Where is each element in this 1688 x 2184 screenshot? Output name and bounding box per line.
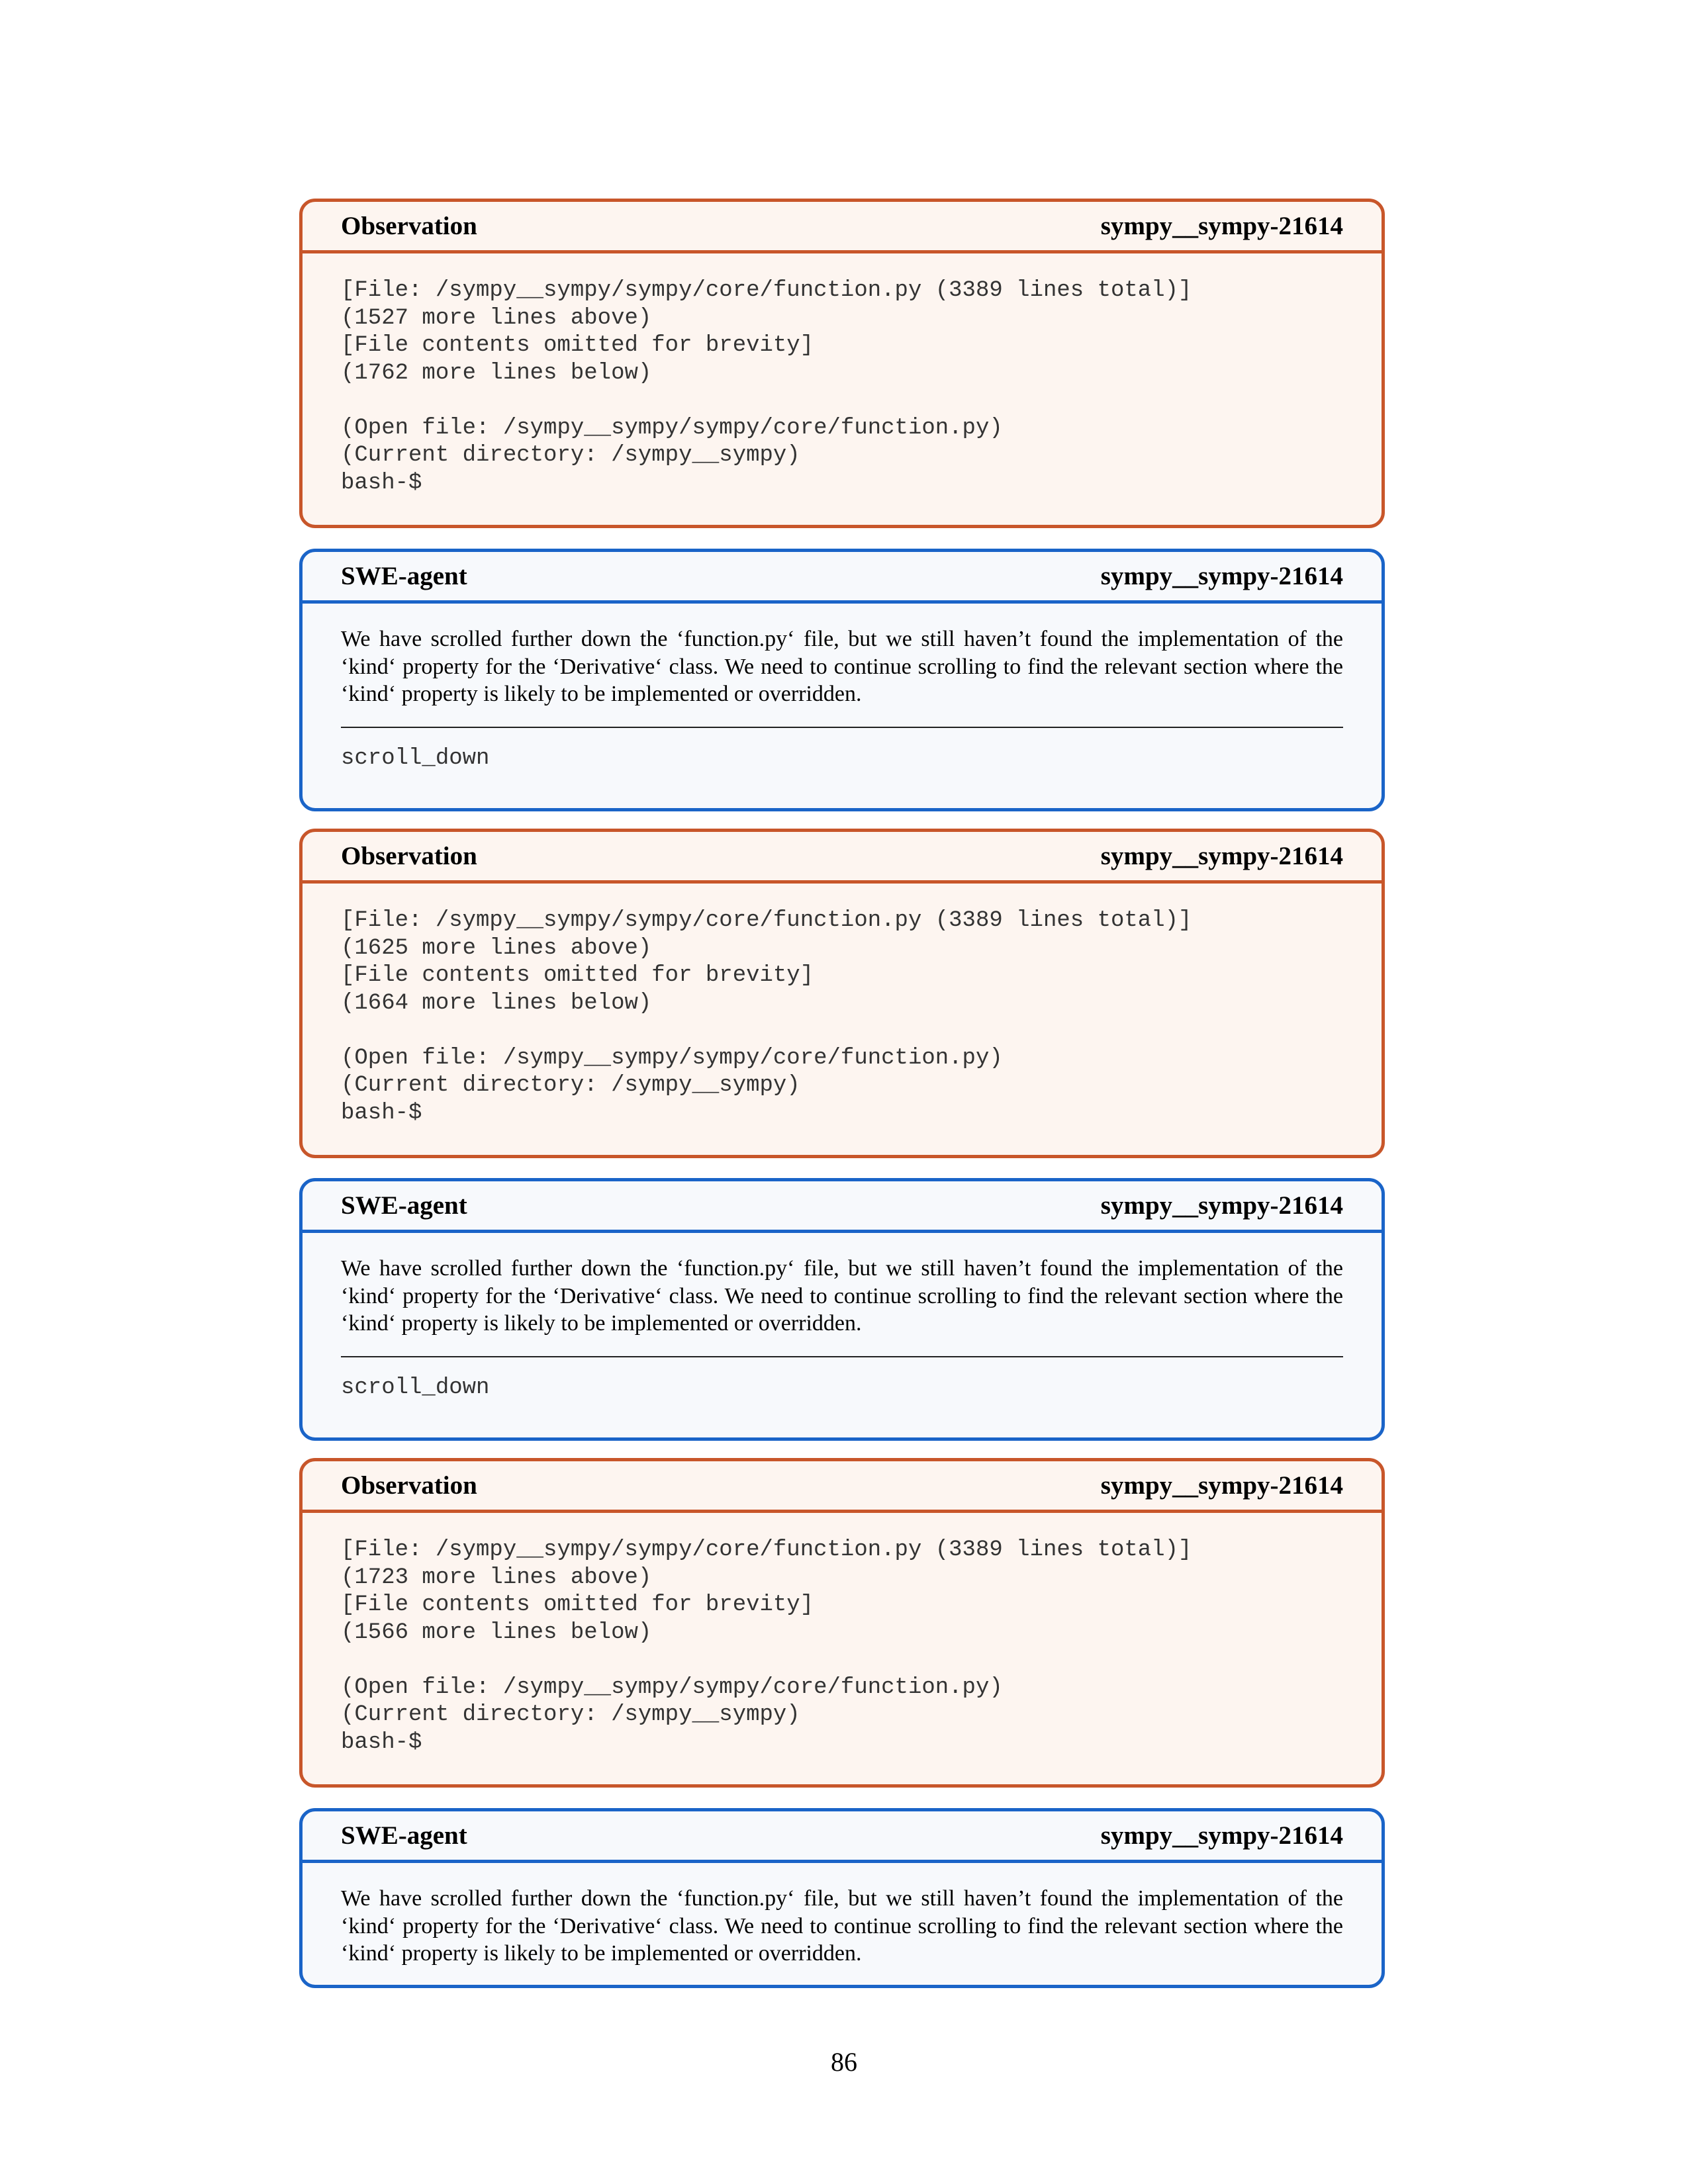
output-line: (1762 more lines below)	[341, 360, 652, 386]
observation-output	[341, 884, 1343, 1127]
block-body	[303, 1513, 1382, 1756]
agent-thought: We have scrolled further down the ‘function.py‘ file, but we still haven’t found the implementation of the ‘kind‘ property for the ‘Derivative‘ class. We need to continue scrolling to find the relevant section where the ‘kind‘ property is likely to be implemented or overridden.	[341, 627, 1343, 706]
output-line: (Current directory: /sympy__sympy)	[341, 443, 800, 468]
block-body	[303, 604, 1382, 772]
output-line: (Open file: /sympy__sympy/sympy/core/function.py)	[341, 415, 1003, 441]
task-id: sympy__sympy-21614	[1100, 212, 1343, 240]
block-header	[303, 1461, 1382, 1513]
output-line: [File contents omitted for brevity]	[341, 1592, 814, 1617]
agent-block	[299, 1808, 1385, 1988]
agent-block	[299, 1178, 1385, 1441]
block-title: SWE-agent	[341, 1821, 467, 1850]
output-line: [File: /sympy__sympy/sympy/core/function.py (3389 lines total)]	[341, 908, 1192, 933]
output-line: (1625 more lines above)	[341, 935, 652, 961]
task-id: sympy__sympy-21614	[1100, 1821, 1343, 1850]
observation-block	[299, 199, 1385, 528]
task-id: sympy__sympy-21614	[1100, 842, 1343, 870]
output-line: bash-$	[341, 1729, 422, 1755]
output-line: bash-$	[341, 470, 422, 496]
block-body	[303, 1233, 1382, 1402]
output-line-blank	[341, 1017, 1343, 1045]
block-title: Observation	[341, 1471, 477, 1500]
block-body	[303, 253, 1382, 497]
block-header	[303, 1811, 1382, 1863]
block-title: SWE-agent	[341, 562, 467, 590]
output-line-blank	[341, 1647, 1343, 1674]
output-line: [File: /sympy__sympy/sympy/core/function.py (3389 lines total)]	[341, 1537, 1192, 1563]
task-id: sympy__sympy-21614	[1100, 1471, 1343, 1500]
block-header	[303, 832, 1382, 884]
block-header	[303, 202, 1382, 253]
output-line: (Open file: /sympy__sympy/sympy/core/function.py)	[341, 1045, 1003, 1071]
agent-command: scroll_down	[341, 745, 490, 771]
block-title: SWE-agent	[341, 1191, 467, 1220]
block-body	[303, 1863, 1382, 1968]
output-line: (1723 more lines above)	[341, 1565, 652, 1590]
agent-command: scroll_down	[341, 1375, 490, 1400]
agent-block	[299, 549, 1385, 811]
output-line: bash-$	[341, 1100, 422, 1126]
page-number: 86	[831, 2047, 857, 2077]
output-line: (1527 more lines above)	[341, 305, 652, 331]
output-line: (Current directory: /sympy__sympy)	[341, 1073, 800, 1098]
output-line: (1664 more lines below)	[341, 990, 652, 1016]
output-line: (Open file: /sympy__sympy/sympy/core/function.py)	[341, 1674, 1003, 1700]
block-header	[303, 1181, 1382, 1233]
block-header	[303, 552, 1382, 604]
observation-block	[299, 1458, 1385, 1788]
output-line: [File: /sympy__sympy/sympy/core/function.py (3389 lines total)]	[341, 278, 1192, 303]
observation-output	[341, 253, 1343, 497]
output-line: (Current directory: /sympy__sympy)	[341, 1702, 800, 1727]
task-id: sympy__sympy-21614	[1100, 562, 1343, 590]
output-line-blank	[341, 387, 1343, 415]
task-id: sympy__sympy-21614	[1100, 1191, 1343, 1220]
agent-thought: We have scrolled further down the ‘function.py‘ file, but we still haven’t found the implementation of the ‘kind‘ property for the ‘Derivative‘ class. We need to continue scrolling to find the relevant section where the ‘kind‘ property is likely to be implemented or overridden.	[341, 1886, 1343, 1966]
output-line: [File contents omitted for brevity]	[341, 333, 814, 358]
agent-thought: We have scrolled further down the ‘function.py‘ file, but we still haven’t found the implementation of the ‘kind‘ property for the ‘Derivative‘ class. We need to continue scrolling to find the relevant section where the ‘kind‘ property is likely to be implemented or overridden.	[341, 1256, 1343, 1336]
block-body	[303, 884, 1382, 1127]
block-title: Observation	[341, 212, 477, 240]
block-title: Observation	[341, 842, 477, 870]
output-line: (1566 more lines below)	[341, 1619, 652, 1645]
observation-block	[299, 829, 1385, 1158]
observation-output	[341, 1513, 1343, 1756]
output-line: [File contents omitted for brevity]	[341, 963, 814, 988]
